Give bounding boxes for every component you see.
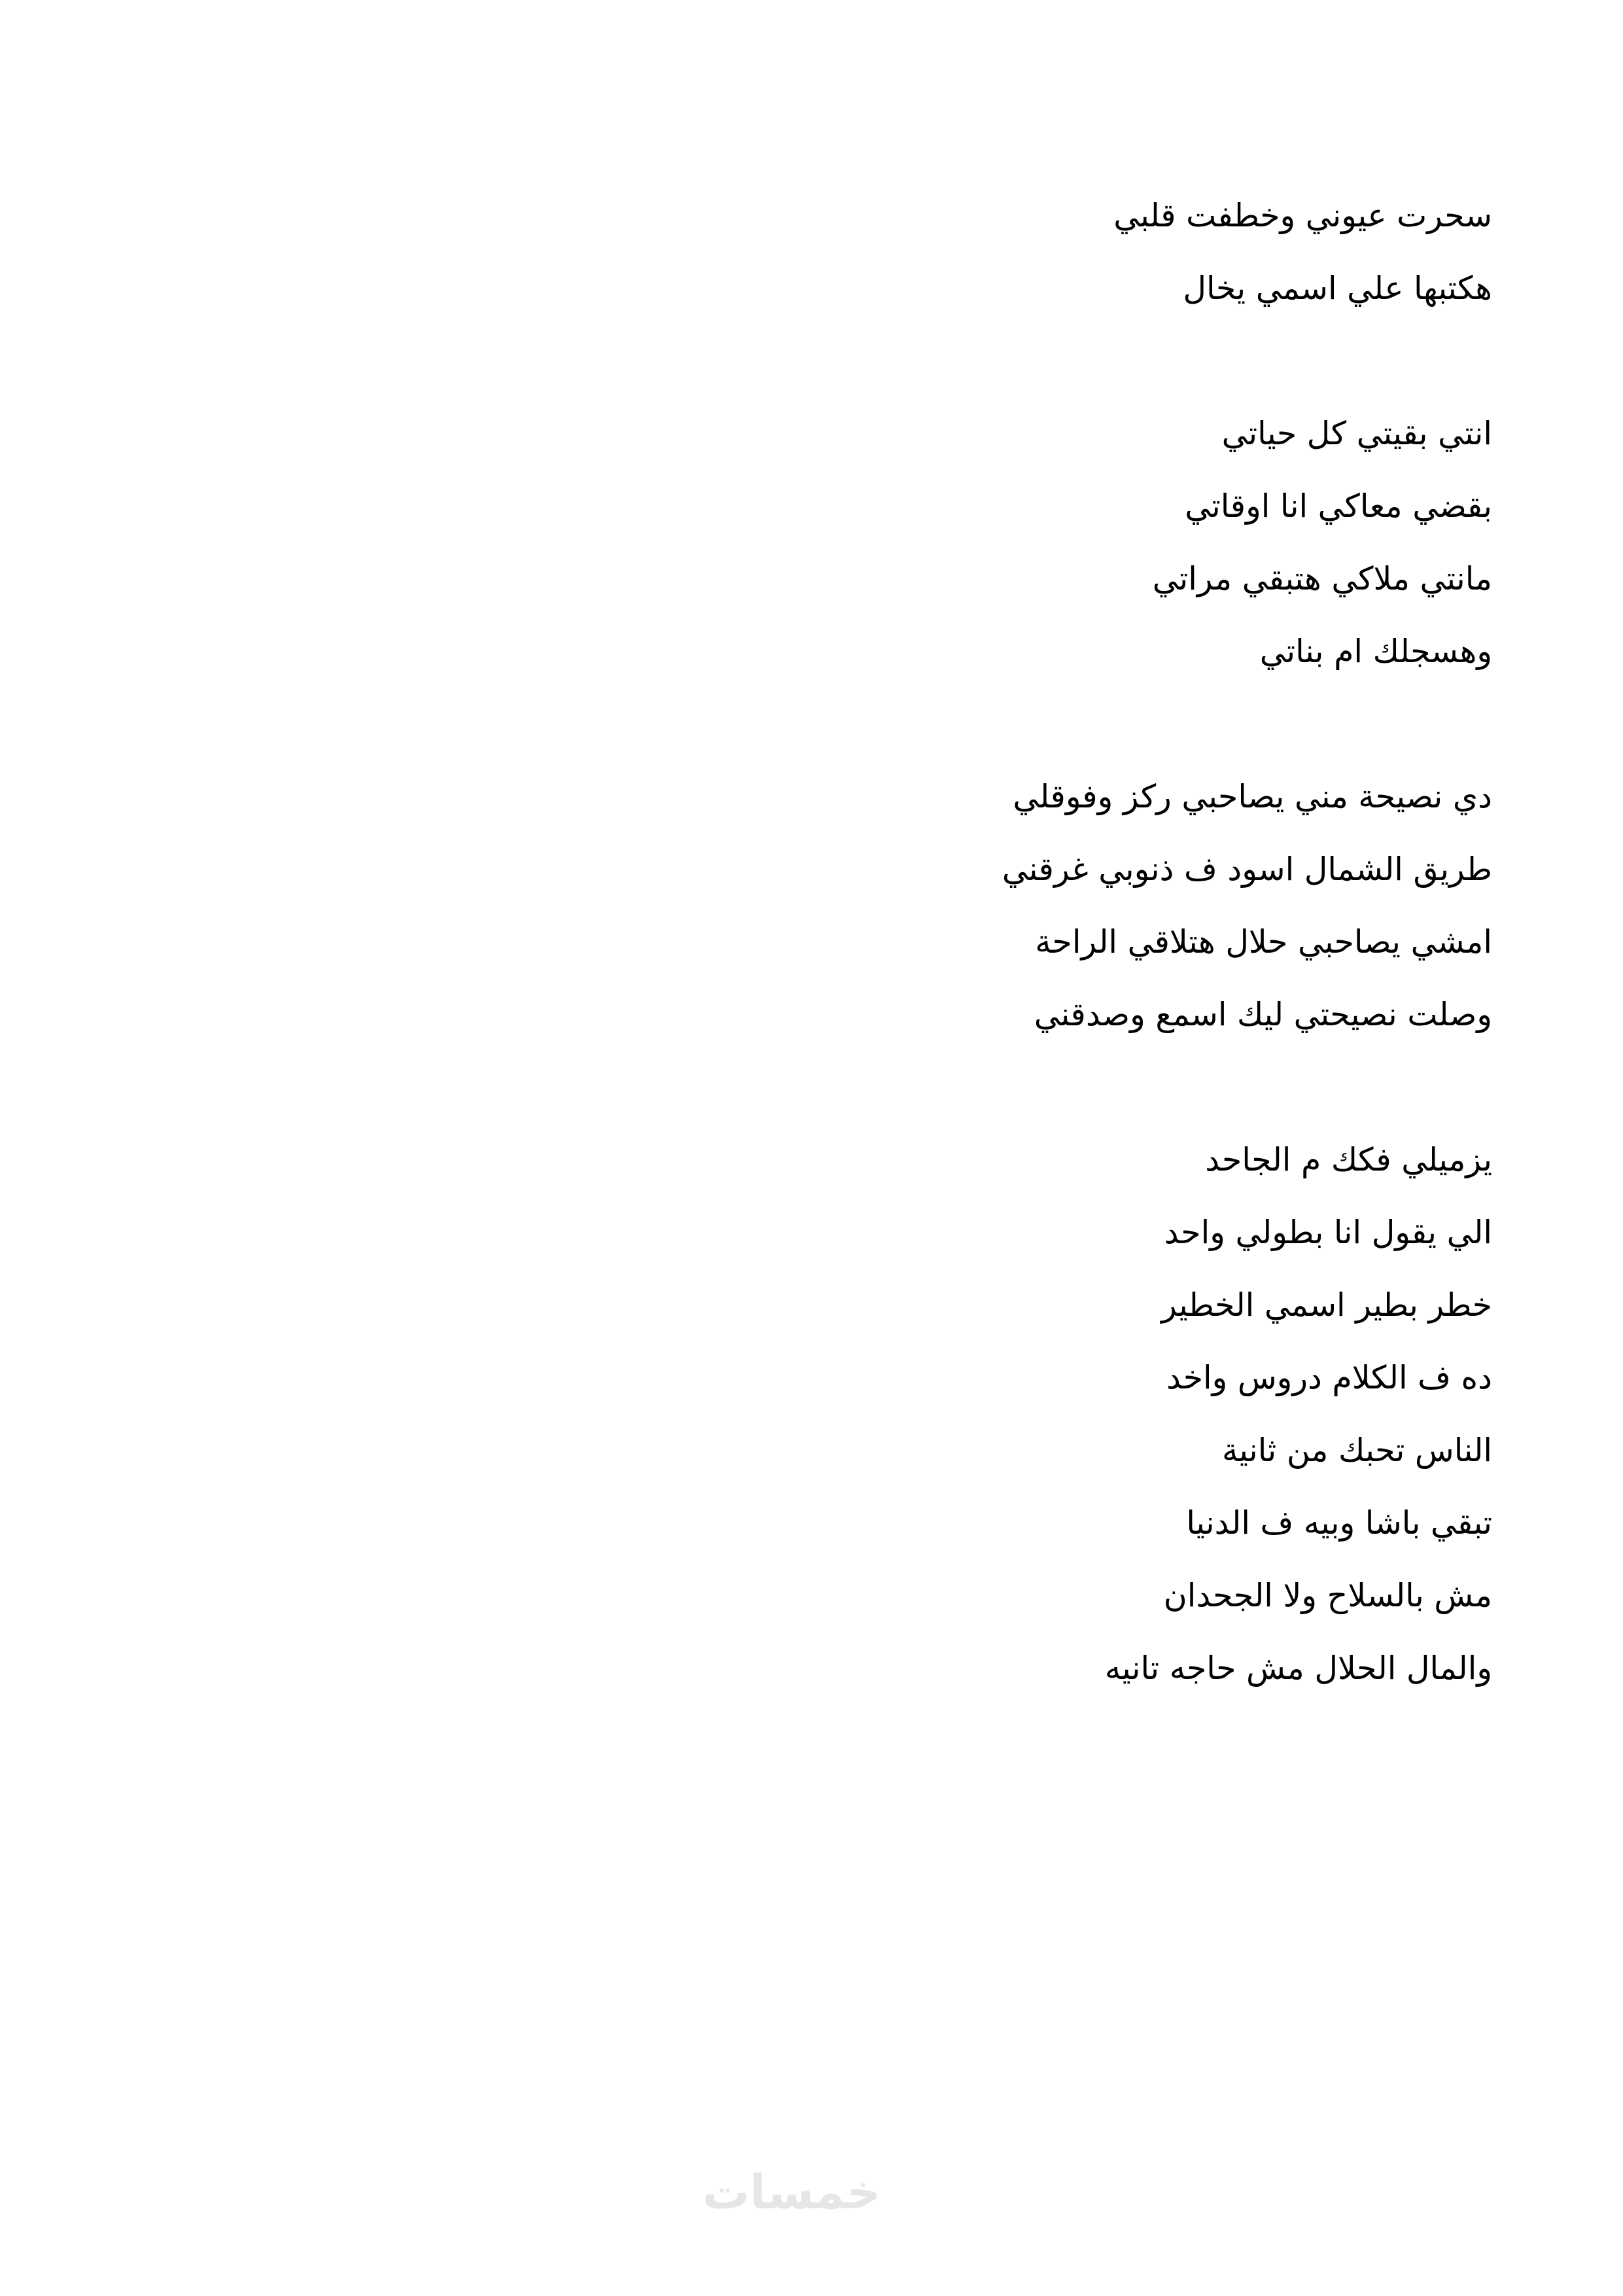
poem-line: هكتبها علي اسمي يخال bbox=[1183, 270, 1492, 307]
poem-line: تبقي باشا وبيه ف الدنيا bbox=[1186, 1504, 1492, 1542]
poem-line: مانتي ملاكي هتبقي مراتي bbox=[1152, 560, 1492, 597]
stanza-4 bbox=[511, 1123, 1492, 1704]
poem-line: امشي يصاحبي حلال هتلاقي الراحة bbox=[1035, 923, 1492, 961]
poem-line: سحرت عيوني وخطفت قلبي bbox=[1113, 197, 1492, 234]
poem-line: الي يقول انا بطولي واحد bbox=[1164, 1214, 1492, 1251]
poem-line: وهسجلك ام بناتي bbox=[1259, 633, 1492, 670]
poem-line: والمال الحلال مش حاجه تانيه bbox=[1104, 1650, 1492, 1687]
stanza-1 bbox=[511, 179, 1492, 325]
poem-line: وصلت نصيحتي ليك اسمع وصدقني bbox=[1034, 996, 1492, 1033]
poem-line: طريق الشمال اسود ف ذنوبي غرقني bbox=[1002, 851, 1492, 888]
stanza-3 bbox=[511, 760, 1492, 1051]
poem-line: خطر بطير اسمي الخطير bbox=[1161, 1286, 1492, 1324]
poem-line: مش بالسلاح ولا الجحدان bbox=[1163, 1577, 1492, 1614]
poem-line: ده ف الكلام دروس واخد bbox=[1166, 1359, 1492, 1396]
poem-text bbox=[511, 179, 1492, 1704]
poem-line: بقضي معاكي انا اوقاتي bbox=[1185, 487, 1492, 525]
poem-line: دي نصيحة مني يصاحبي ركز وفوقلي bbox=[1013, 778, 1492, 815]
poem-line: الناس تحبك من ثانية bbox=[1222, 1432, 1492, 1469]
poem-line: انتي بقيتي كل حياتي bbox=[1221, 415, 1492, 452]
poem-line: يزميلي فكك م الجاحد bbox=[1205, 1141, 1492, 1178]
stanza-2 bbox=[511, 397, 1492, 688]
watermark-logo: خمسات bbox=[702, 2164, 881, 2219]
